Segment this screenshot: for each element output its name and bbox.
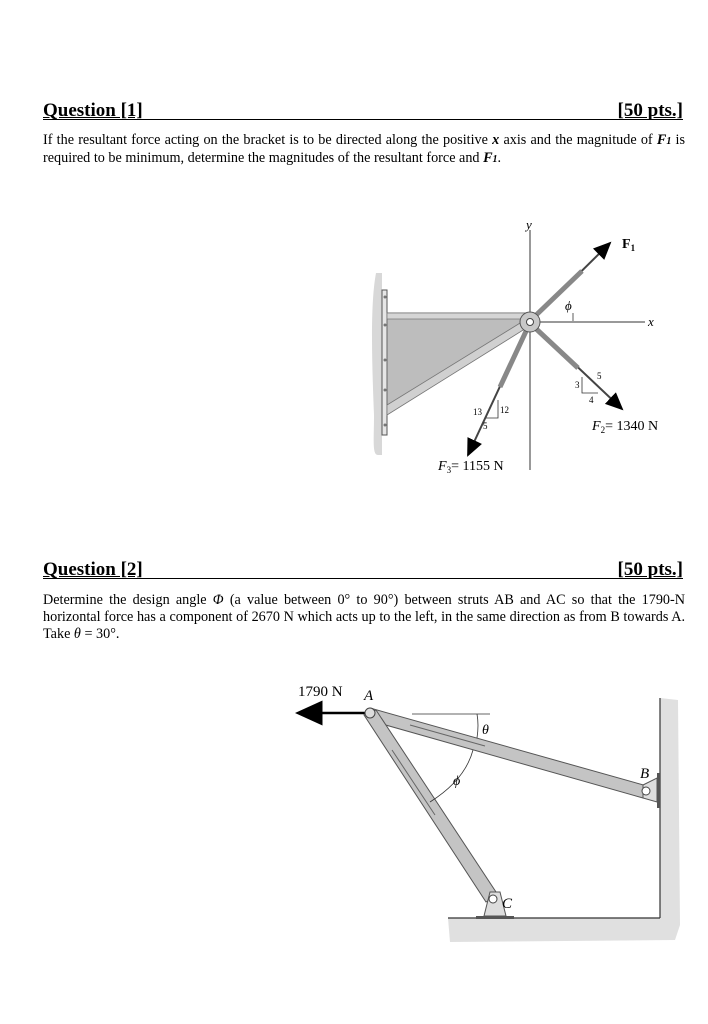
question-2-text: Determine the design angle Φ (a value between 0° to 90°) between struts AB and AC so that the 1790-N horizontal force has a component of 2670 N which acts up to the left, in the same direction as from B towards A. Take θ = 30°. bbox=[43, 592, 685, 642]
f3-label: $F_3= 1155$ N bbox=[438, 459, 504, 475]
point-c-label: C bbox=[502, 896, 513, 912]
pin-b bbox=[642, 787, 650, 795]
f2-label: $F_2= 1340$ N bbox=[592, 419, 659, 435]
svg-text:12: 12 bbox=[500, 405, 509, 415]
svg-text:5: 5 bbox=[597, 371, 602, 381]
question-2-title: Question [2] bbox=[43, 559, 143, 580]
question-1-header bbox=[43, 95, 683, 120]
y-axis-label: y bbox=[526, 217, 532, 232]
question-1-points: [50 pts.] bbox=[617, 100, 683, 121]
f1-label: $F_1$ bbox=[622, 237, 636, 253]
x-axis-label: x bbox=[648, 314, 654, 329]
question-2-points: [50 pts.] bbox=[617, 559, 683, 580]
svg-text:13: 13 bbox=[473, 407, 482, 417]
wall-hatch bbox=[372, 273, 382, 455]
svg-text:5: 5 bbox=[483, 421, 488, 431]
force-label: 1790 N bbox=[298, 684, 343, 700]
struts-figure bbox=[280, 670, 700, 955]
point-b-label: B bbox=[640, 766, 650, 782]
theta-label: θ bbox=[482, 723, 489, 738]
question-1-text: If the resultant force acting on the bracket is to be directed along the positive x axis and the magnitude of F1 is required to be minimum, determine the magnitudes of the resultant force and F1. bbox=[43, 132, 685, 166]
bracket-figure bbox=[360, 215, 700, 485]
point-a-label: A bbox=[364, 688, 374, 704]
pin-a bbox=[365, 708, 375, 718]
svg-text:4: 4 bbox=[589, 395, 594, 405]
wall-plate bbox=[382, 290, 387, 435]
phi-label-2: ϕ bbox=[453, 774, 461, 789]
question-1-title: Question [1] bbox=[43, 100, 143, 121]
svg-text:3: 3 bbox=[575, 380, 580, 390]
phi-label: ϕ bbox=[565, 298, 572, 313]
question-2-header bbox=[43, 554, 683, 579]
pin-c bbox=[489, 895, 497, 903]
